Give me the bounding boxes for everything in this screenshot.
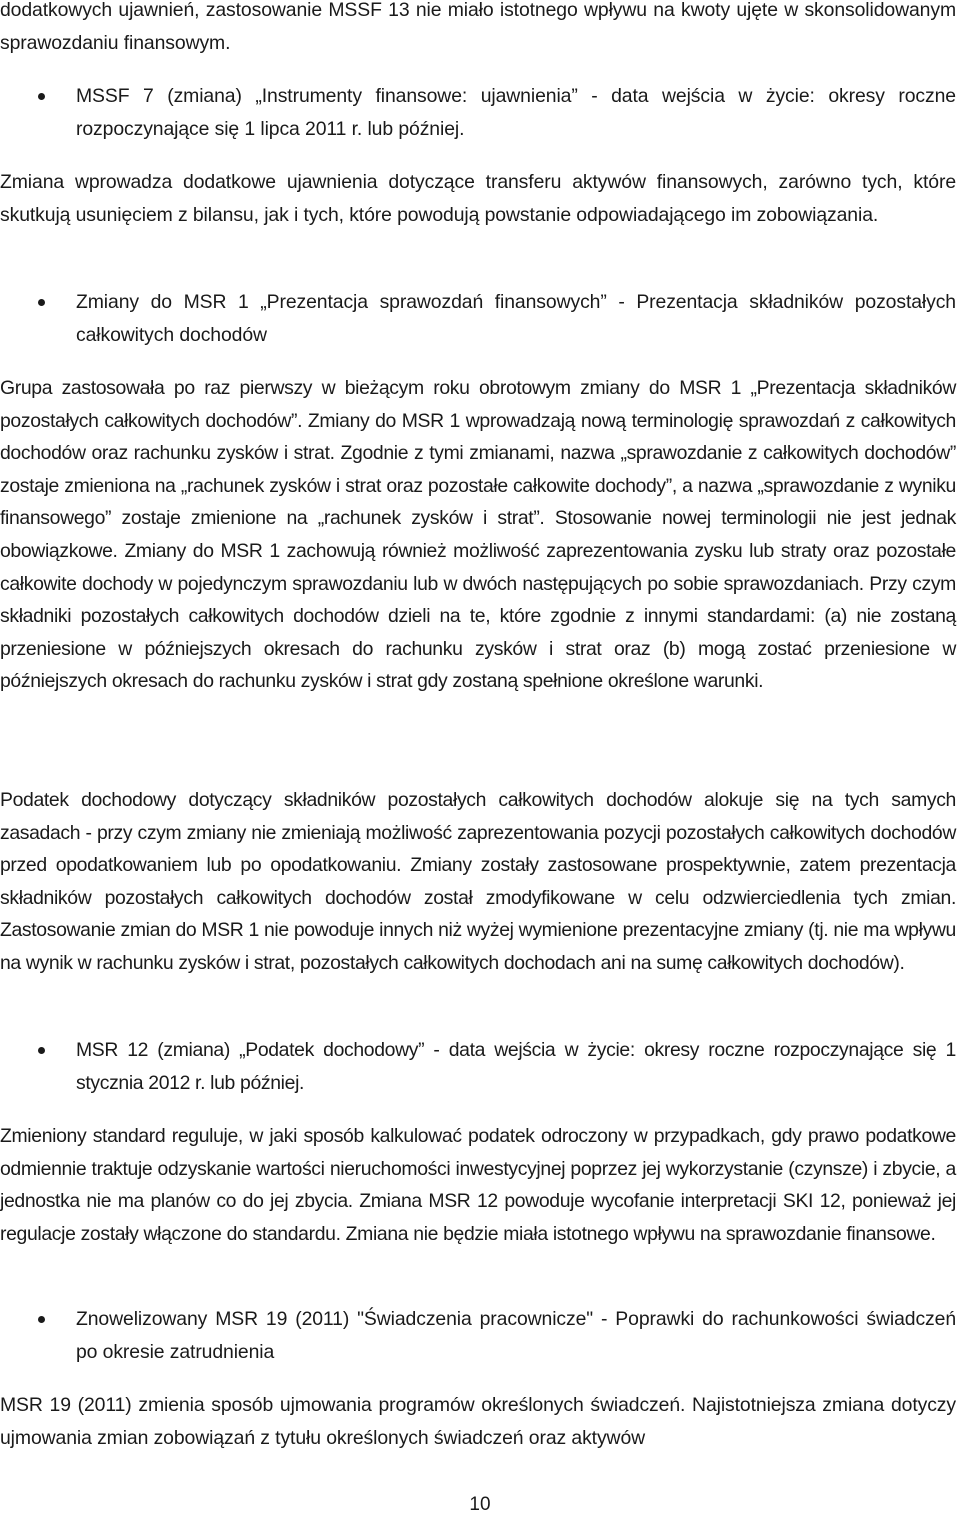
bullet-icon [38,1316,45,1323]
bullet-mssf7-text: MSSF 7 (zmiana) „Instrumenty finansowe: ujawnienia” - data wejścia w życie: okresy roczne rozpoczynające się 1 lipca 2011 r. lub później. [76,85,956,140]
bullet-icon [38,299,45,306]
bullet-icon [38,93,45,100]
bullet-icon [38,1047,45,1054]
bullet-msr1-text: Zmiany do MSR 1 „Prezentacja sprawozdań finansowych” - Prezentacja składników pozostałych całkowitych dochodów [76,291,956,346]
paragraph-msr1-description: Grupa zastosowała po raz pierwszy w bieżącym roku obrotowym zmiany do MSR 1 „Prezentacja składników pozostałych całkowitych dochodów”. Zmiany do MSR 1 wprowadzają nową terminologię sprawozdań z całkowitych dochodów oraz rachunku zysków i strat. Zgodnie z tymi zmianami, nazwa „sprawozdanie z całkowitych dochodów” zostaje zmieniona na „rachunek zysków i strat oraz pozostałe całkowite dochody”, a nazwa „sprawozdanie z wyniku finansowego” zostaje zmienione na „rachunek zysków i strat”. Stosowanie nowej terminologii nie jest jednak obowiązkowe. Zmiany do MSR 1 zachowują również możliwość zaprezentowania zysku lub straty oraz pozostałe całkowite dochody w pojedynczym sprawozdaniu lub w dwóch następujących po sobie sprawozdaniach. Przy czym składniki pozostałych całkowitych dochodów dzieli na te, które zgodnie z innymi standardami: (a) nie zostaną przeniesione w późniejszych okresach do rachunku zysków i strat oraz (b) mogą zostać przeniesione w późniejszych okresach do rachunku zysków i strat gdy zostaną spełnione określone warunki. [0,377,956,693]
bullet-msr19-text: Znowelizowany MSR 19 (2011) "Świadczenia pracownicze" - Poprawki do rachunkowości świadczeń po okresie zatrudnienia [76,1308,956,1363]
paragraph-msr19-description: MSR 19 (2011) zmienia sposób ujmowania programów określonych świadczeń. Najistotniejsza zmiana dotyczy ujmowania zmian zobowiązań z tytułu określonych świadczeń oraz aktywów [0,1394,956,1449]
paragraph-income-tax: Podatek dochodowy dotyczący składników pozostałych całkowitych dochodów alokuje się na tych samych zasadach - przy czym zmiany nie zmieniają możliwość zaprezentowania pozycji pozostałych całkowitych dochodów przed opodatkowaniem lub po opodatkowaniu. Zmiany zostały zastosowane prospektywnie, zatem prezentacja składników pozostałych całkowitych dochodów został zmodyfikowane w celu odzwierciedlenia tych zmian. Zastosowanie zmian do MSR 1 nie powoduje innych niż wyżej wymienione prezentacyjne zmiany (tj. nie ma wpływu na wynik w rachunku zysków i strat, pozostałych całkowitych dochodach ani na sumę całkowitych dochodów). [0,789,956,974]
bullet-msr12-text: MSR 12 (zmiana) „Podatek dochodowy” - data wejścia w życie: okresy roczne rozpoczynające się 1 stycznia 2012 r. lub później. [76,1039,956,1094]
page-number: 10 [469,1494,491,1515]
paragraph-mssf7-description: Zmiana wprowadza dodatkowe ujawnienia dotyczące transferu aktywów finansowych, zarówno tych, które skutkują usunięciem z bilansu, jak i tych, które powodują powstanie odpowiadającego im zobowiązania. [0,171,956,226]
paragraph-msr12-description: Zmieniony standard reguluje, w jaki sposób kalkulować podatek odroczony w przypadkach, gdy prawo podatkowe odmiennie traktuje odzyskanie wartości nieruchomości inwestycyjnej poprzez jej wykorzystanie (czynsze) i zbycie, a jednostka nie ma planów co do jej zbycia. Zmiana MSR 12 powoduje wycofanie interpretacji SKI 12, ponieważ jej regulacje zostały włączone do standardu. Zmiana nie będzie miała istotnego wpływu na sprawozdanie finansowe. [0,1125,956,1245]
paragraph-mssf13-conclusion: dodatkowych ujawnień, zastosowanie MSSF 13 nie miało istotnego wpływu na kwoty ujęte w skonsolidowanym sprawozdaniu finansowym. [0,0,956,54]
